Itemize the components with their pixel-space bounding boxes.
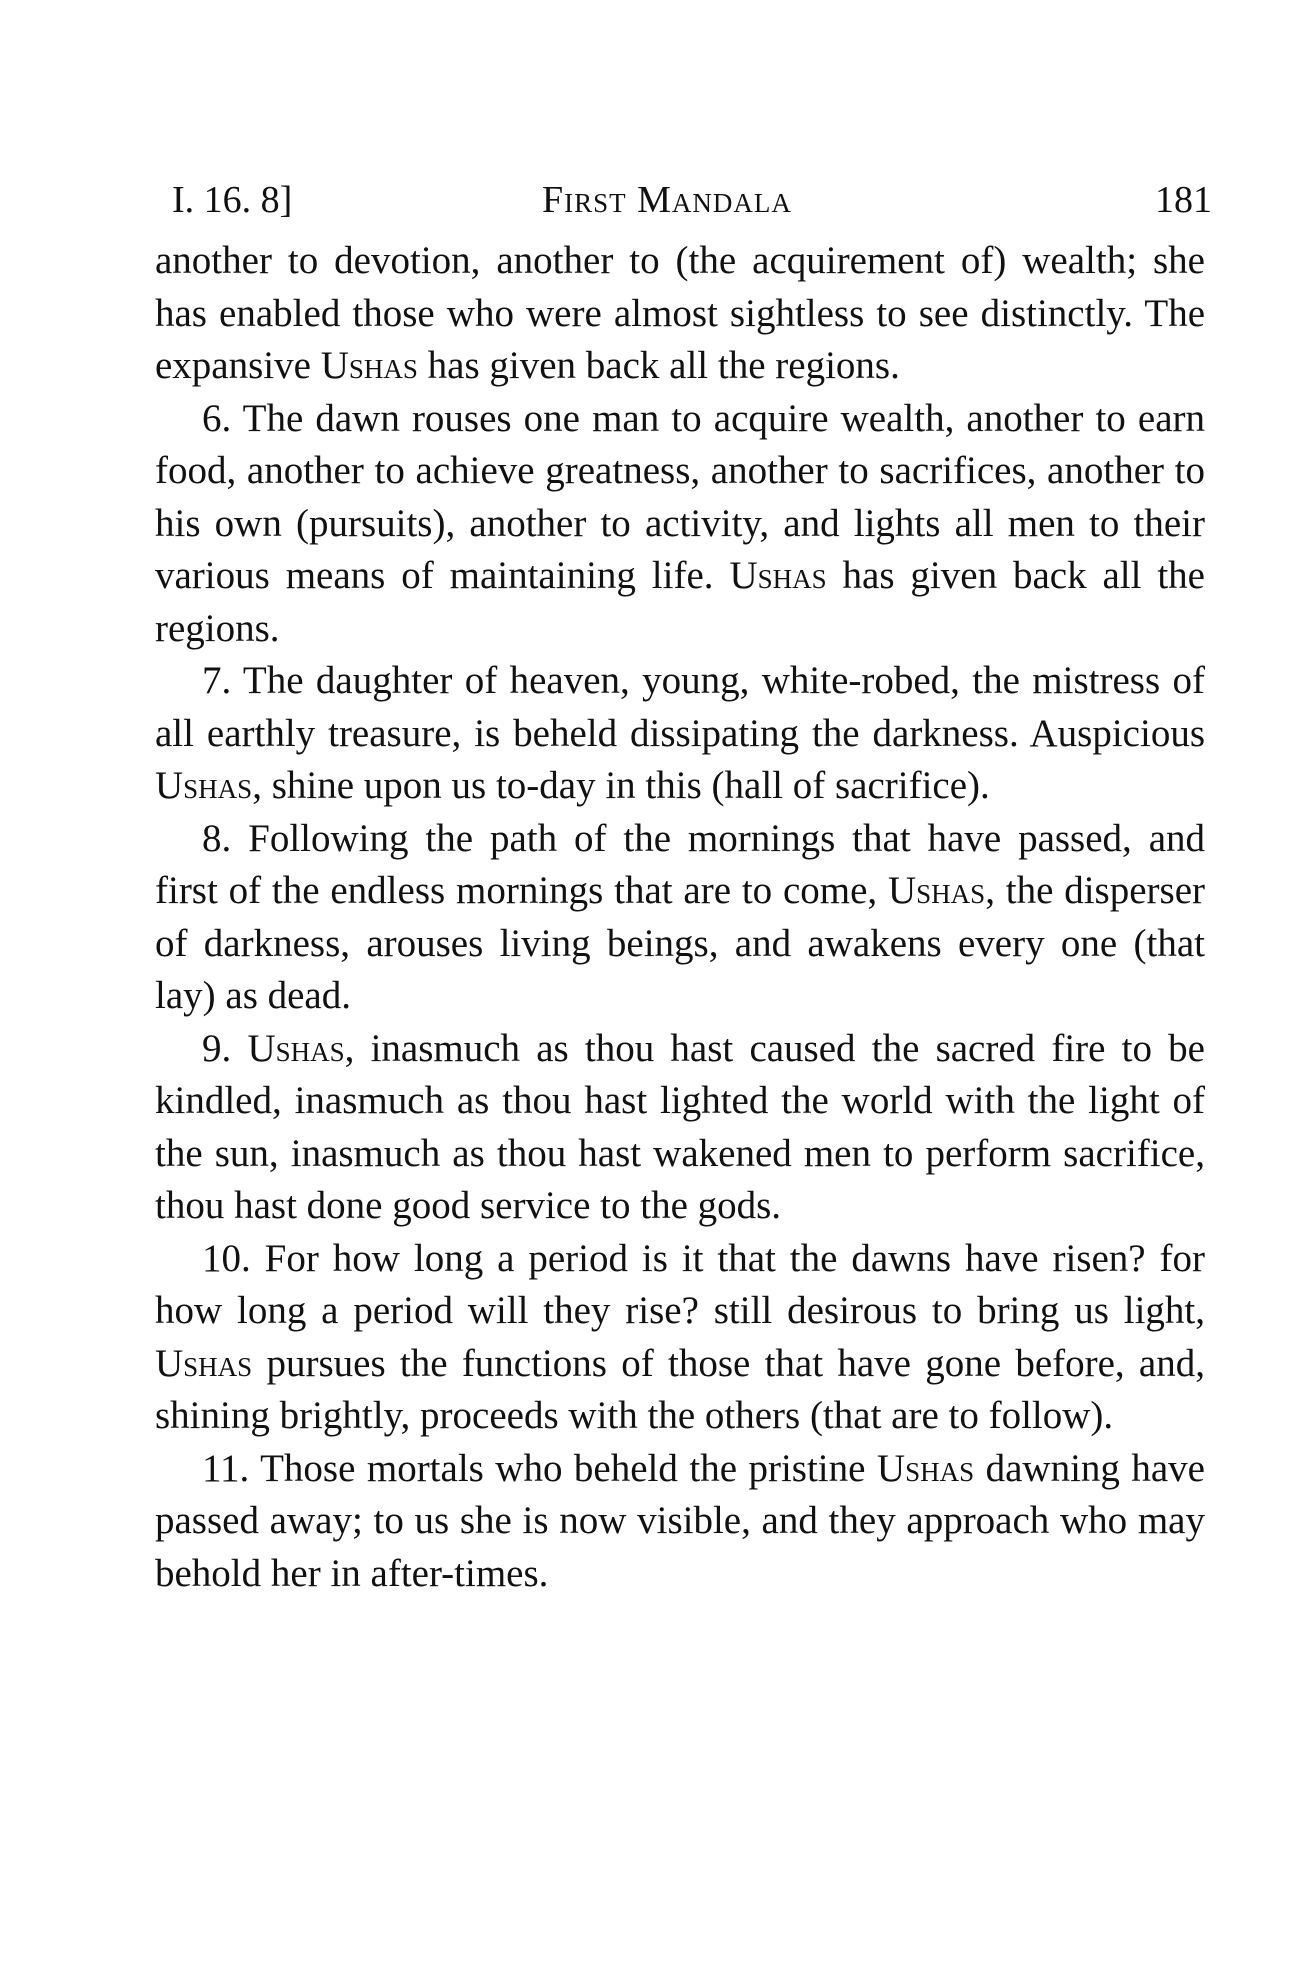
verse-reference: I. 16. 8] <box>172 179 293 221</box>
verse-text: For how long a period is it that the dawns have risen? for how long a period will they rise? still desirous to bring us light, Ushas pursues the functions of those that have gone before, and, shining brightly, proceeds with the others (that are to follow). <box>155 1236 1206 1437</box>
verse-number: 8. <box>202 816 232 860</box>
verse-8 <box>155 813 1205 1023</box>
verse-text: Ushas, inasmuch as thou hast caused the sacred fire to be kindled, inasmuch as thou hast lighted the world with the light of the sun, inasmuch as thou hast wakened men to perform sacrifice, thou hast done good service to the gods. <box>155 1026 1205 1227</box>
paragraph-continuation <box>155 235 1205 393</box>
verse-text: Following the path of the mornings that have passed, and first of the endless mornings that are to come, Ushas, the disperser of darkness, arouses living beings, and awakens every one (that lay) as dead. <box>155 816 1205 1017</box>
verse-7 <box>155 655 1205 813</box>
verse-number: 10. <box>202 1236 251 1280</box>
verse-10 <box>155 1233 1205 1443</box>
verse-number: 6. <box>202 396 232 440</box>
verse-number: 7. <box>202 659 232 702</box>
page-body <box>155 235 1205 1600</box>
verse-11 <box>155 1443 1205 1601</box>
verse-text: The daughter of heaven, young, white-robed, the mistress of all earthly treasure, is beheld dissipating the darkness. Auspicious Ushas, shine upon us to-day in this (hall of sacrifice). <box>155 659 1205 807</box>
paragraph-text: another to devotion, another to (the acquirement of) wealth; she has enabled those who were almost sightless to see distinctly. The expansive Ushas has given back all the regions. <box>155 239 1205 387</box>
verse-6 <box>155 393 1205 656</box>
verse-number: 9. <box>202 1026 232 1070</box>
running-header <box>172 170 1212 230</box>
verse-9 <box>155 1023 1205 1233</box>
verse-text: The dawn rouses one man to acquire wealth, another to earn food, another to achieve greatness, another to sacrifices, another to his own (pursuits), another to activity, and lights all men to their various means of maintaining life. Ushas has given back all the regions. <box>155 396 1205 650</box>
verse-text: Those mortals who beheld the pristine Ushas dawning have passed away; to us she is now visible, and they approach who may behold her in after-times. <box>155 1446 1205 1595</box>
verse-number: 11. <box>202 1446 250 1490</box>
running-title: First Mandala <box>542 179 792 221</box>
page-number: 181 <box>1155 179 1212 221</box>
